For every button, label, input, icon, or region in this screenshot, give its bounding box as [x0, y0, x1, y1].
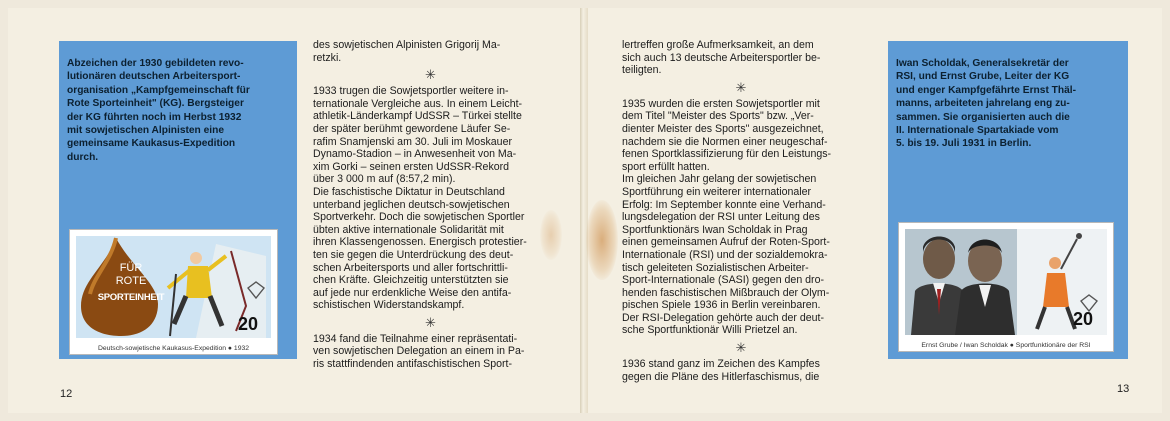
text-line: Internationale (RSI) und der sozialdemokra-	[622, 248, 828, 261]
text-line: dienter Meister des Sports" ausgezeichnet,	[622, 122, 824, 135]
text-line: dem Titel "Meister des Sports" bzw. „Ver-	[622, 110, 814, 123]
text-line: chen Kräfte. Gleichzeitig unterstützten sie	[313, 274, 509, 287]
caption-line: der KG führten noch im Herbst 1932	[67, 111, 242, 123]
asterism-icon: ✳	[735, 340, 747, 356]
text-line: auf jede nur erdenkliche Weise den antifa-	[313, 286, 512, 299]
asterism-icon: ✳	[425, 314, 436, 330]
text-line: sche Sportfunktionär Willi Prietzel an.	[622, 324, 798, 337]
text-line: ven sowjetischen Delegation an einem in Pa-	[313, 345, 525, 358]
text-line: ihren Klassengenossen. Energisch protestier-	[313, 236, 527, 249]
text-line: henden faschistischen Mißbrauch der Olym-	[622, 286, 830, 299]
text-line: 1936 stand ganz im Zeichen des Kampfes	[622, 358, 820, 371]
badge-text-sporteinheit: SPORTEINHEIT	[97, 292, 165, 303]
caption-line: RSI, und Ernst Grube, Leiter der KG	[896, 71, 1070, 83]
caption-line: Rote Sporteinheit" (KG). Bergsteiger	[67, 98, 244, 110]
text-line: übten aktive internationale Solidarität mit	[313, 223, 504, 236]
text-line: einen gemeinsamen Aufruf der Roten-Sport-	[622, 236, 830, 249]
caption-line: organisation „Kampfgemeinschaft für	[67, 84, 250, 96]
text-line: Erfolg: Im September konnte eine Verhand-	[622, 198, 826, 211]
text-line: lertreffen große Aufmerksamkeit, an dem	[622, 39, 814, 51]
text-line: Die faschistische Diktatur in Deutschland	[313, 185, 505, 198]
page-number-left: 12	[60, 388, 73, 400]
text-line: Sportführung ein weiterer internationaler	[622, 185, 812, 198]
text-line: retzki.	[313, 51, 342, 64]
text-line: der später berühmt gewordene Läufer Se-	[313, 122, 511, 135]
text-line: gegen die Pläne des Hitlerfaschismus, die	[622, 370, 820, 383]
text-line: Dynamo-Stadion – in Anwesenheit von Ma-	[313, 148, 517, 161]
left-caption	[67, 57, 291, 164]
caption-line: II. Internationale Spartakiade vom	[896, 125, 1059, 137]
text-line: xim Gorki – seinen ersten UdSSR-Rekord	[313, 160, 510, 173]
stamp-value: 20	[1073, 309, 1094, 329]
text-line: teiligten.	[622, 64, 662, 77]
right-caption	[896, 57, 1122, 151]
caption-line: mit sowjetischen Alpinisten eine	[67, 125, 224, 137]
left-text-column	[313, 39, 548, 371]
text-line: 1934 fand die Teilnahme einer repräsentati-	[313, 332, 518, 345]
badge-text-rote: ROTE	[115, 275, 147, 287]
text-line: schistischen Widerstandskampf.	[313, 299, 465, 312]
book-spine	[580, 8, 588, 413]
caption-line: lutionären deutschen Arbeitersport-	[67, 71, 241, 83]
text-line: lungsdelegation der RSI unter Leitung des	[622, 211, 820, 224]
caption-line: manns, arbeiteten jahrelang eng zu-	[896, 98, 1070, 110]
asterism-icon: ✳	[735, 79, 747, 95]
text-line: ten sie gegen die Unterdrückung des deut-	[313, 248, 514, 261]
text-line: über 3 000 m auf (8:57,2 min).	[313, 173, 456, 186]
water-stain	[586, 200, 618, 280]
caption-line: und enger Kampfgefährte Ernst Thäl-	[896, 84, 1076, 96]
stamp-caption: Ernst Grube / Iwan Scholdak ● Sportfunktionäre der RSI	[921, 342, 1091, 349]
text-line: schen Arbeitersports und aller fortschrittli-	[313, 261, 508, 274]
text-line: Sportfunktionärs Iwan Scholdak in Prag	[622, 223, 808, 236]
stamp-value: 20	[238, 314, 259, 334]
caption-line: durch.	[67, 151, 99, 163]
caption-line: Iwan Scholdak, Generalsekretär der	[896, 58, 1069, 69]
text-line: ris stattfindenden antifaschistischen Sport-	[313, 358, 513, 371]
text-line: Der RSI-Delegation gehörte auch der deut-	[622, 311, 824, 324]
text-line: Sportverkehr. Doch die sowjetischen Sportler	[313, 211, 525, 224]
text-line: sport erfüllt hatten.	[622, 160, 710, 173]
text-line: rafim Snamjenski am 30. Juli im Moskauer	[313, 135, 512, 148]
stamp-caption: Deutsch-sowjetische Kaukasus-Expedition ● 1932	[97, 345, 250, 352]
caption-line: sammen. Sie organisierten auch die	[896, 111, 1070, 123]
text-line: tisch geleiteten Sozialistischen Arbeiter-	[622, 261, 809, 274]
caption-line: 5. bis 19. Juli 1931 in Berlin.	[896, 138, 1032, 150]
caption-line: gemeinsame Kaukasus-Expedition	[67, 138, 236, 150]
asterism-icon: ✳	[425, 67, 436, 83]
left-stamp	[69, 229, 278, 355]
caption-line: Abzeichen der 1930 gebildeten revo-	[67, 58, 244, 69]
text-line: 1935 wurden die ersten Sowjetsportler mit	[622, 97, 820, 110]
text-line: des sowjetischen Alpinisten Grigorij Ma-	[313, 39, 501, 51]
badge-text-fur: FÜR	[119, 262, 143, 274]
text-line: Im gleichen Jahr gelang der sowjetischen	[622, 173, 817, 186]
right-text-column	[622, 39, 860, 383]
text-line: sich auch 13 deutsche Arbeitersportler be-	[622, 51, 821, 64]
text-line: 1933 trugen die Sowjetsportler weitere in-	[313, 85, 509, 98]
text-line: Sport-Internationale (SASI) gegen den dro-	[622, 274, 824, 287]
text-line: unterband jeglichen deutsch-sowjetischen	[313, 198, 510, 211]
text-line: fenen Sportklassifizierung für den Leistungs-	[622, 148, 832, 161]
text-line: nachdem sie die Normen einer neugeschaf-	[622, 135, 828, 148]
text-line: athletik-Länderkampf UdSSR – Türkei stellte	[313, 110, 522, 123]
page-number-right: 13	[1117, 383, 1130, 395]
text-line: ternationale Vergleiche aus. In einem Leicht-	[313, 97, 523, 110]
right-stamp	[898, 222, 1114, 352]
text-line: pischen Spiele 1936 in Berlin vereinbaren.	[622, 299, 821, 312]
